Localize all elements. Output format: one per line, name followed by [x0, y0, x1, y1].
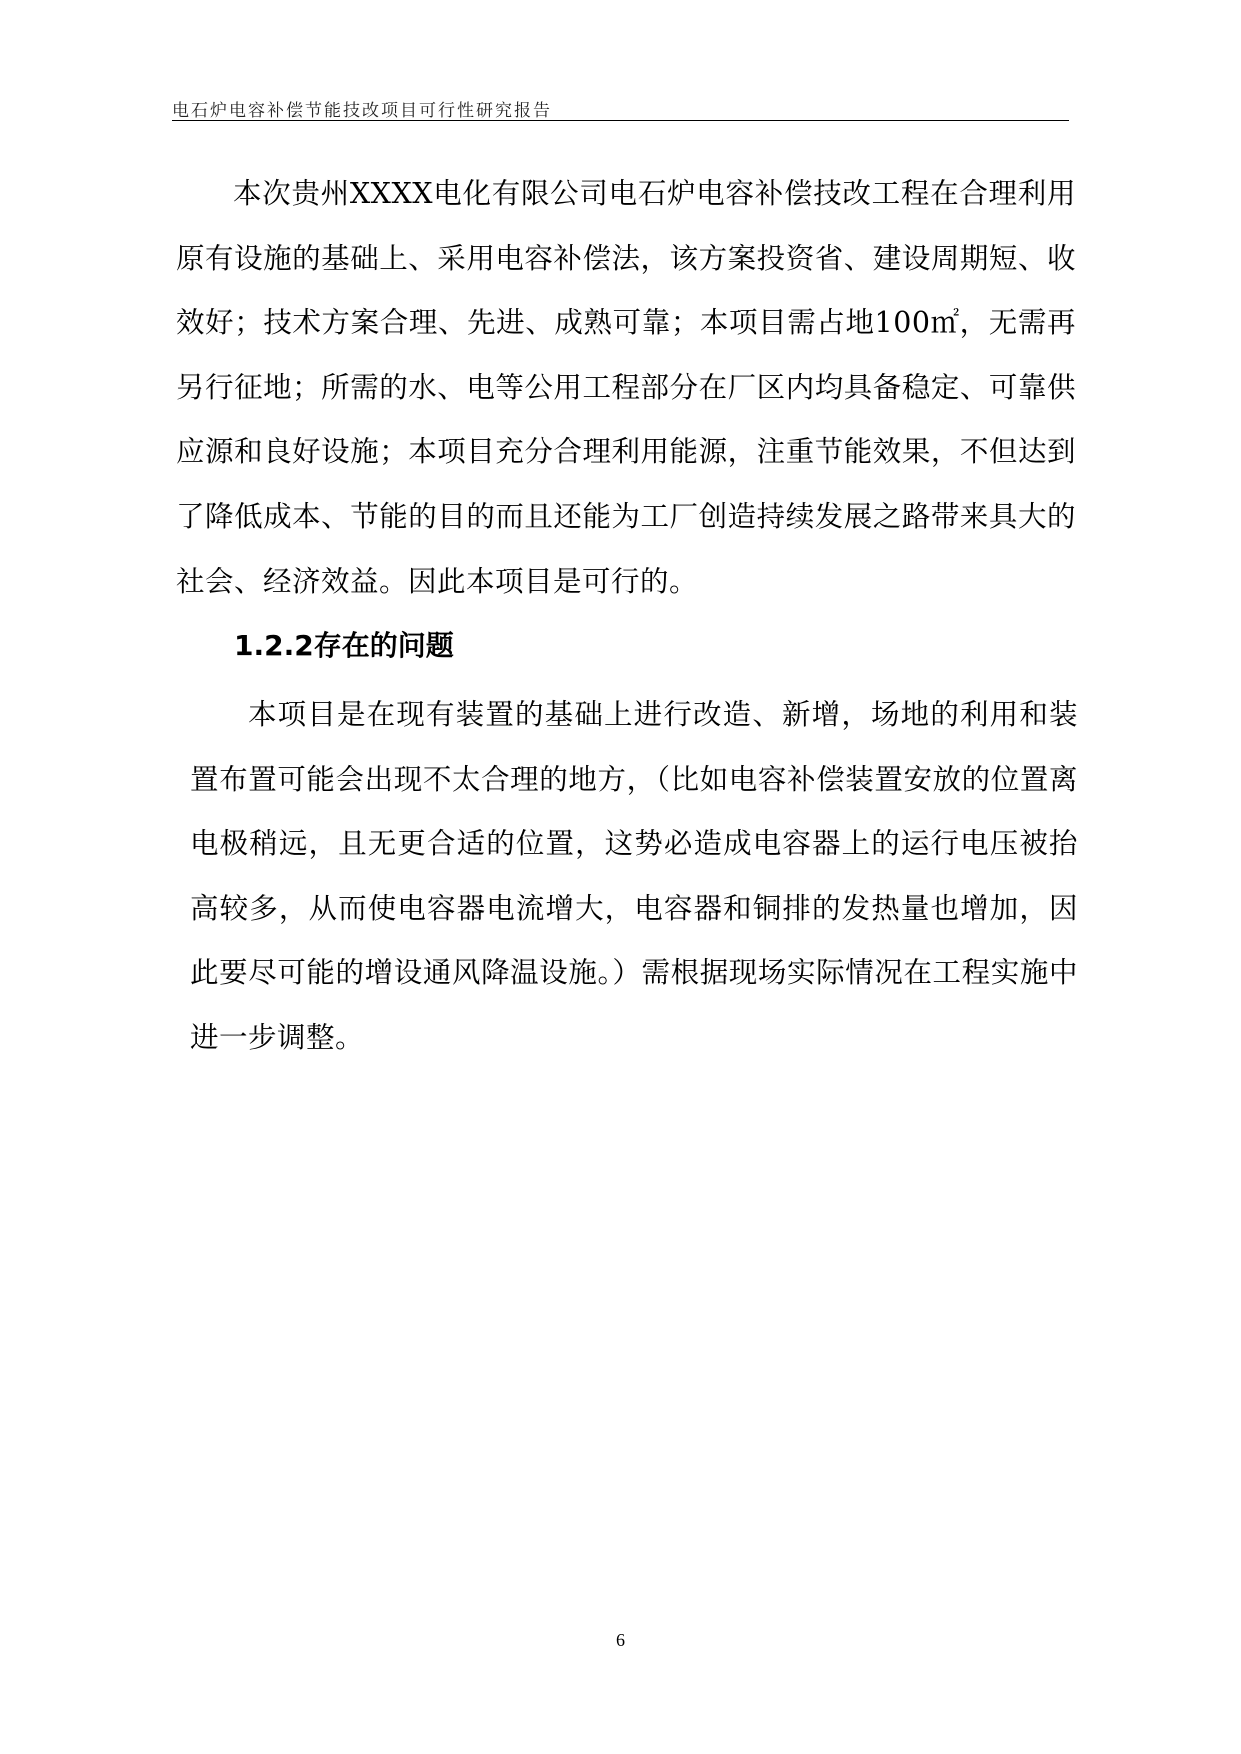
body-paragraph-problems: 本项目是在现有装置的基础上进行改造、新增，场地的利用和装置布置可能会出现不太合理的地方，（比如电容补偿装置安放的位置离电极稍远，且无更合适的位置，这势必造成电容器上的运行电压被抬高较多，从而使电容器电流增大，电容器和铜排的发热量也增加，因此要尽可能的增设通风降温设施。）需根据现场实际情况在工程实施中进一步调整。 — [190, 698, 1078, 1054]
page-number: 6 — [616, 1630, 625, 1650]
header-divider — [172, 120, 1069, 121]
body-paragraph-conclusion: 本次贵州XXXX电化有限公司电石炉电容补偿技改工程在合理利用原有设施的基础上、采用电容补偿法，该方案投资省、建设周期短、收效好；技术方案合理、先进、成熟可靠；本项目需占地100㎡，无需再另行征地；所需的水、电等公用工程部分在厂区内均具备稳定、可靠供应源和良好设施；本项目充分合理利用能源，注重节能效果，不但达到了降低成本、节能的目的而且还能为工厂创造持续发展之路带来具大的社会、经济效益。因此本项目是可行的。 — [176, 177, 1076, 598]
running-header: 电石炉电容补偿节能技改项目可行性研究报告 — [172, 101, 552, 121]
section-heading-existing-problems: 1.2.2存在的问题 — [234, 629, 454, 662]
